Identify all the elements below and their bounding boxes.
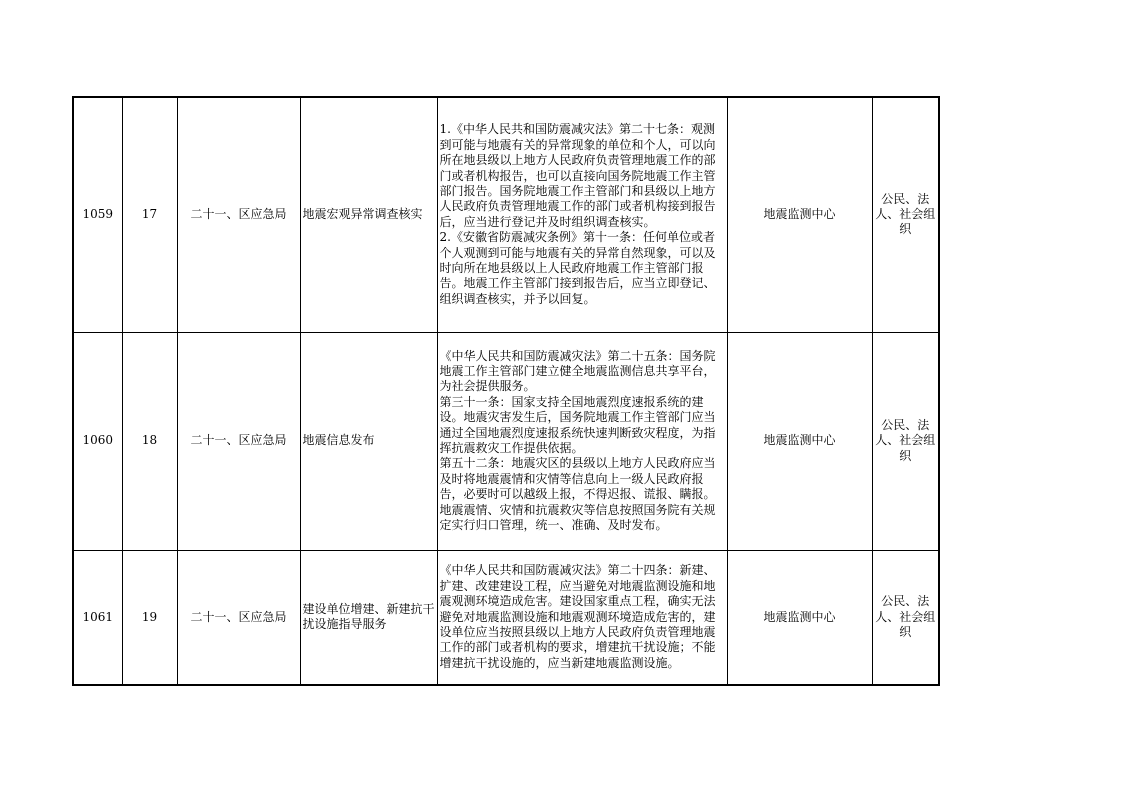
seq-cell: 1061 bbox=[73, 550, 122, 685]
seq-cell: 1059 bbox=[73, 97, 122, 332]
department-cell: 二十一、区应急局 bbox=[177, 550, 300, 685]
department-cell: 二十一、区应急局 bbox=[177, 97, 300, 332]
department-cell: 二十一、区应急局 bbox=[177, 332, 300, 550]
seq-cell: 1060 bbox=[73, 332, 122, 550]
service-name-cell: 建设单位增建、新建抗干扰设施指导服务 bbox=[300, 550, 437, 685]
service-target-cell: 公民、法人、社会组织 bbox=[872, 550, 939, 685]
legal-basis-text: 《中华人民共和国防震减灾法》第二十四条：新建、扩建、改建建设工程，应当避免对地震监测设施和地震观测环境造成危害。建设国家重点工程，确实无法避免对地震监测设施和地震观测环境造成危害的，建设单位应当按照县级以上地方人民政府负责管理地震工作的部门或者机构的要求，增建抗干扰设施；不能增建抗干扰设施的，应当新建地震监测设施。 bbox=[439, 563, 716, 670]
service-table bbox=[72, 96, 940, 686]
item-number-cell: 19 bbox=[122, 550, 177, 685]
service-target-cell: 公民、法人、社会组织 bbox=[872, 332, 939, 550]
table-row bbox=[73, 332, 939, 550]
responsible-unit-cell: 地震监测中心 bbox=[727, 97, 872, 332]
service-name-cell: 地震宏观异常调查核实 bbox=[300, 97, 437, 332]
legal-basis-text: 1.《中华人民共和国防震减灾法》第二十七条：观测到可能与地震有关的异常现象的单位和个人，可以向所在地县级以上地方人民政府负责管理地震工作的部门或者机构报告，也可以直接向国务院地震工作主管部门报告。国务院地震工作主管部门和县级以上地方人民政府负责管理地震工作的部门或者机构接到报告后，应当进行登记并及时组织调查核实。 2.《安徽省防震减灾条例》第十一条：任何单位或者个人观测到可能与地震有关的异常自然现象，可以及时向所在地县级以上人民政府地震工作主管部门报告。地震工作主管部门接到报告后，应当立即登记、组织调查核实，并予以回复。 bbox=[439, 122, 716, 306]
item-number-cell: 17 bbox=[122, 97, 177, 332]
responsible-unit-cell: 地震监测中心 bbox=[727, 332, 872, 550]
legal-basis-text: 《中华人民共和国防震减灾法》第二十五条：国务院地震工作主管部门建立健全地震监测信息共享平台，为社会提供服务。 第三十一条：国家支持全国地震烈度速报系统的建设。地震灾害发生后，国务院地震工作主管部门应当通过全国地震烈度速报系统快速判断致灾程度，为指挥抗震救灾工作提供依据。 第五十二条：地震灾区的县级以上地方人民政府应当及时将地震震情和灾情等信息向上一级人民政府报告，必要时可以越级上报，不得迟报、谎报、瞒报。地震震情、灾情和抗震救灾等信息按照国务院有关规定实行归口管理，统一、准确、及时发布。 bbox=[439, 348, 716, 533]
legal-basis-cell bbox=[437, 97, 727, 332]
service-target-cell: 公民、法人、社会组织 bbox=[872, 97, 939, 332]
item-number-cell: 18 bbox=[122, 332, 177, 550]
table-row bbox=[73, 97, 939, 332]
legal-basis-cell bbox=[437, 550, 727, 685]
table-row bbox=[73, 550, 939, 685]
legal-basis-cell bbox=[437, 332, 727, 550]
service-name-cell: 地震信息发布 bbox=[300, 332, 437, 550]
responsible-unit-cell: 地震监测中心 bbox=[727, 550, 872, 685]
